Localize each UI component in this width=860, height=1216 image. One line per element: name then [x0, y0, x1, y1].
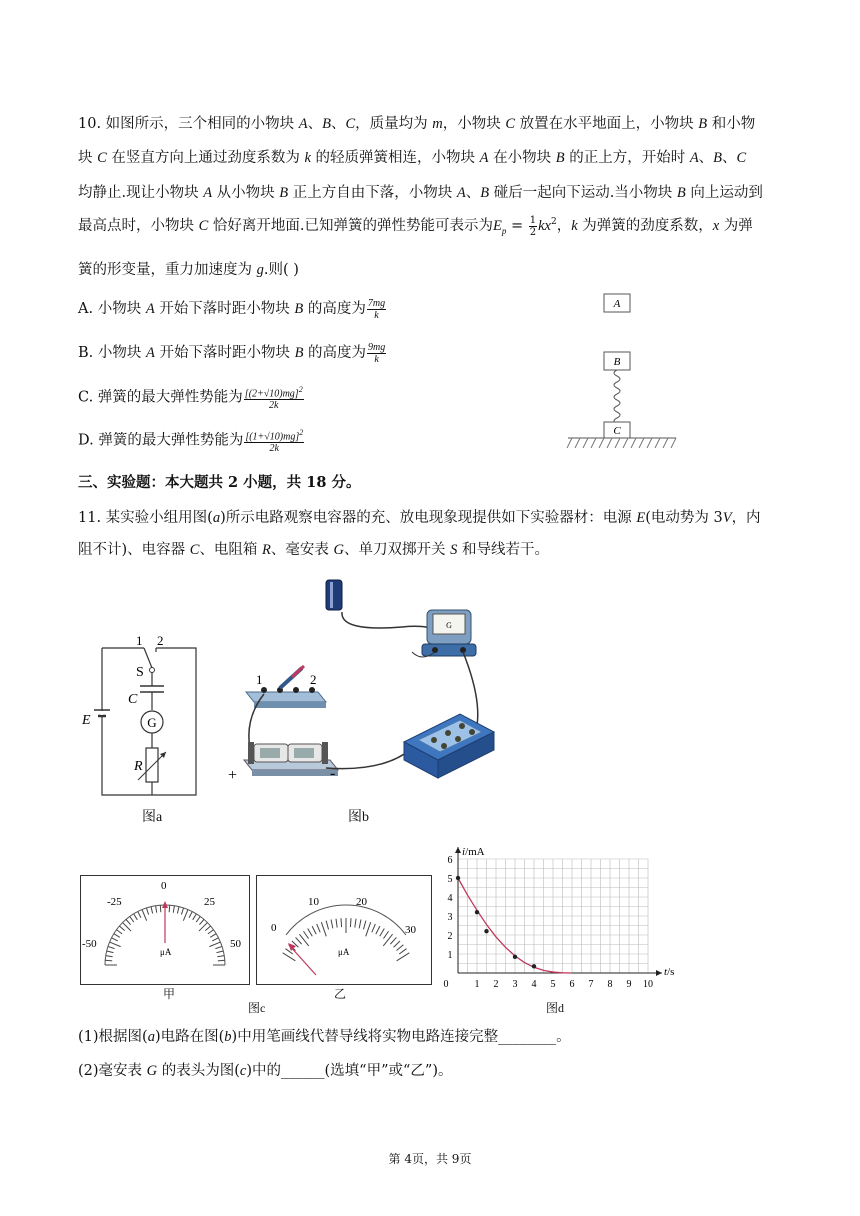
data-point: [532, 964, 536, 968]
q10-option-a: A. 小物块 A 开始下落时距小物块 B 的高度为 $\frac{7mg}{k}$: [78, 297, 386, 321]
meter-jia-caption: 甲: [163, 987, 176, 1001]
x-tick-label: 3: [512, 979, 518, 990]
fig-a-caption: 图a: [142, 810, 163, 825]
milliammeter-device: [422, 610, 476, 656]
battery-label: E: [82, 713, 91, 728]
y-tick-label: 1: [447, 950, 453, 961]
meter-yi-caption: 乙: [334, 987, 347, 1001]
y-tick-label: 2: [447, 931, 453, 942]
q10-line3: 均静止.现让小物块 A 从小物块 B 正上方自由下落，小物块 A、B 碰后一起向下运动.当小物块 B 向上运动到: [78, 185, 763, 201]
meter-jia-tick-0: 0: [161, 880, 167, 892]
meter-jia-tick-50: 50: [230, 938, 241, 950]
y-tick-label: 5: [447, 874, 453, 885]
q10-option-d: D. 弹簧的最大弹性势能为 $\frac{[(1+√10)mg]^2}{2k}$: [78, 428, 304, 455]
y-tick-label: 6: [447, 855, 453, 866]
x-tick-label: 0: [443, 979, 449, 990]
svg-text:1: 1: [136, 633, 143, 648]
block-a-label: A: [613, 298, 621, 310]
meter-yi-tick-0: 0: [271, 922, 277, 934]
switch-label: S: [136, 665, 144, 680]
data-point: [456, 876, 460, 880]
block-spring-figure: [566, 288, 682, 458]
q11-line1: 11. 某实验小组用图(a)所示电路观察电容器的充、放电现象现提供如下实验器材：电源 E(电动势为 3V，内: [78, 510, 761, 526]
q10-line1: 10. 如图所示，三个相同的小物块 A、B、C，质量均为 m，小物块 C 放置在水平地面上，小物块 B 和小物: [78, 116, 756, 132]
x-tick-label: 10: [643, 979, 653, 990]
capacitor-device: [326, 580, 342, 610]
block-c-label: C: [613, 425, 621, 437]
meter-yi-tick-30: 30: [405, 924, 416, 936]
q11-sub2: (2)毫安表 G 的表头为图(c)中的______(选填“甲”或“乙”)。: [78, 1063, 453, 1079]
svg-text:2: 2: [157, 633, 164, 648]
q11-line2: 阻不计)、电容器 C、电阻箱 R、毫安表 G、单刀双掷开关 S 和导线若干。: [78, 542, 549, 558]
data-point: [513, 955, 517, 959]
q10-line2: 块 C 在竖直方向上通过劲度系数为 k 的轻质弹簧相连，小物块 A 在小物块 B 的正上方，开始时 A、B、C: [78, 150, 747, 166]
x-tick-label: 6: [569, 979, 575, 990]
rheostat-label: R: [134, 759, 143, 774]
y-tick-label: 3: [447, 912, 453, 923]
y-axis-label: i/mA: [462, 846, 485, 858]
q11-sub1: (1)根据图(a)电路在图(b)中用笔画线代替导线将实物电路连接完整________。: [78, 1029, 571, 1045]
svg-text:G: G: [446, 621, 452, 630]
y-tick-label: 4: [447, 893, 453, 904]
battery-minus: -: [330, 765, 336, 782]
q10-line5: 簧的形变量，重力加速度为 g.则( ): [78, 262, 299, 278]
svg-text:1: 1: [256, 672, 263, 687]
current-time-chart: [440, 840, 680, 1000]
meter-yi: [256, 875, 432, 985]
svg-text:2: 2: [310, 672, 317, 687]
page-footer: 第 4页，共 9页: [388, 1152, 472, 1166]
battery-plus: +: [228, 767, 238, 784]
apparatus-fig-b: [222, 572, 504, 802]
data-point: [484, 929, 488, 933]
rheostat-symbol: [146, 748, 158, 782]
x-tick-label: 1: [474, 979, 480, 990]
battery-holder-device: [244, 742, 338, 776]
fig-d-caption: 图d: [546, 1001, 565, 1015]
meter-yi-tick-10: 10: [308, 896, 319, 908]
fig-b-caption: 图b: [348, 810, 369, 825]
meter-yi-tick-20: 20: [356, 896, 367, 908]
x-tick-label: 4: [531, 979, 537, 990]
meter-yi-needle: [289, 945, 316, 975]
x-axis-arrow: [656, 970, 662, 976]
meter-jia-tick-neg50: -50: [82, 938, 97, 950]
meter-jia: [80, 875, 250, 985]
ground-hatch: [567, 438, 676, 448]
svg-text:μA: μA: [338, 947, 350, 957]
q10-option-c: C. 弹簧的最大弹性势能为 $\frac{[(2+√10)mg]^2}{2k}$: [78, 385, 303, 412]
resistance-box-device: [404, 714, 494, 778]
section-heading: 三、实验题：本大题共 2 小题，共 18 分。: [78, 474, 361, 491]
meter-jia-tick-neg25: -25: [107, 896, 122, 908]
svg-text:μA: μA: [160, 947, 172, 957]
fig-c-caption: 图c: [248, 1001, 266, 1015]
x-tick-label: 8: [607, 979, 613, 990]
data-point: [475, 910, 479, 914]
meter-jia-tick-25: 25: [204, 896, 215, 908]
x-tick-label: 2: [493, 979, 499, 990]
capacitor-label: C: [128, 692, 138, 707]
q10-line4: 最高点时，小物块 C 恰好离开地面.已知弹簧的弹性势能可表示为$E_p$ = $\frac{1}{2}$ $kx^2$，k 为弹簧的劲度系数，x 为弹: [78, 214, 753, 238]
x-tick-label: 5: [550, 979, 556, 990]
x-axis-label: t/s: [664, 966, 675, 978]
svg-text:G: G: [147, 715, 157, 730]
q10-option-b: B. 小物块 A 开始下落时距小物块 B 的高度为 $\frac{9mg}{k}$: [78, 341, 386, 365]
y-axis-arrow: [455, 847, 461, 853]
block-b-label: B: [613, 356, 621, 368]
x-tick-label: 7: [588, 979, 594, 990]
circuit-diagram-fig-a: [78, 630, 208, 830]
x-tick-label: 9: [626, 979, 632, 990]
